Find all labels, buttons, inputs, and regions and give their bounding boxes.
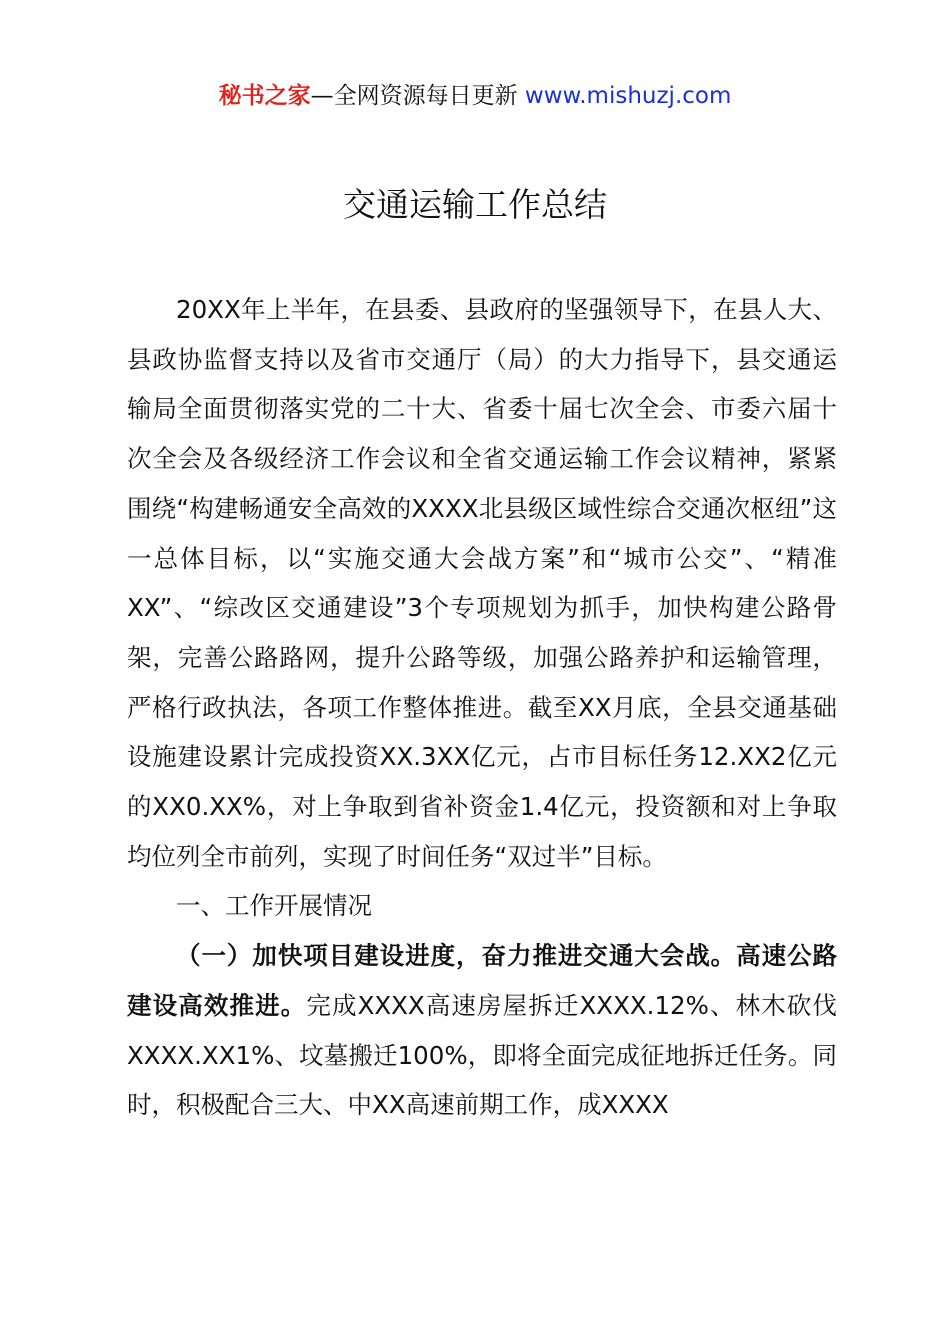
intro-paragraph: 20XX年上半年，在县委、县政府的坚强领导下，在县人大、县政协监督支持以及省市交通厅（局）的大力指导下，县交通运输局全面贯彻落实党的二十大、省委十届七次全会、市委六届十次全会及各级经济工作会议和全省交通运输工作会议精神，紧紧围绕“构建畅通安全高效的XXXX北县级区域性综合交通次枢纽”这一总体目标，以“实施交通大会战方案”和“城市公交”、“精准XX”、“综改区交通建设”3个专项规划为抓手，加快构建公路骨架，完善公路路网，提升公路等级，加强公路养护和运输管理，严格行政执法，各项工作整体推进。截至XX月底，全县交通基础设施建设累计完成投资XX.3XX亿元，占市目标任务12.XX2亿元的XX0.XX%，对上争取到省补资金1.4亿元，投资额和对上争取均位列全市前列，实现了时间任务“双过半”目标。 [127, 295, 837, 871]
site-url-link[interactable]: www.mishuzj.com [524, 83, 732, 109]
site-tagline: —全网资源每日更新 [310, 83, 518, 109]
document-body [127, 285, 837, 1130]
document-title: 交通运输工作总结 [343, 185, 607, 224]
item-body-text: 完成XXXX高速房屋拆迁XXXX.12%、林木砍伐XXXX.XX1%、坟墓搬迁100%，即将全面完成征地拆迁任务。同时，积极配合三大、中XX高速前期工作，成XXXX [127, 990, 837, 1120]
section-heading: 一、工作开展情况 [176, 891, 372, 921]
site-brand: 秘书之家 [218, 83, 311, 109]
item-bold-lead: （一）加快项目建设进度，奋力推进交通大会战。高速公路建设高效推进。 [127, 941, 837, 1020]
site-header [0, 80, 950, 112]
item-paragraph [127, 931, 837, 1130]
